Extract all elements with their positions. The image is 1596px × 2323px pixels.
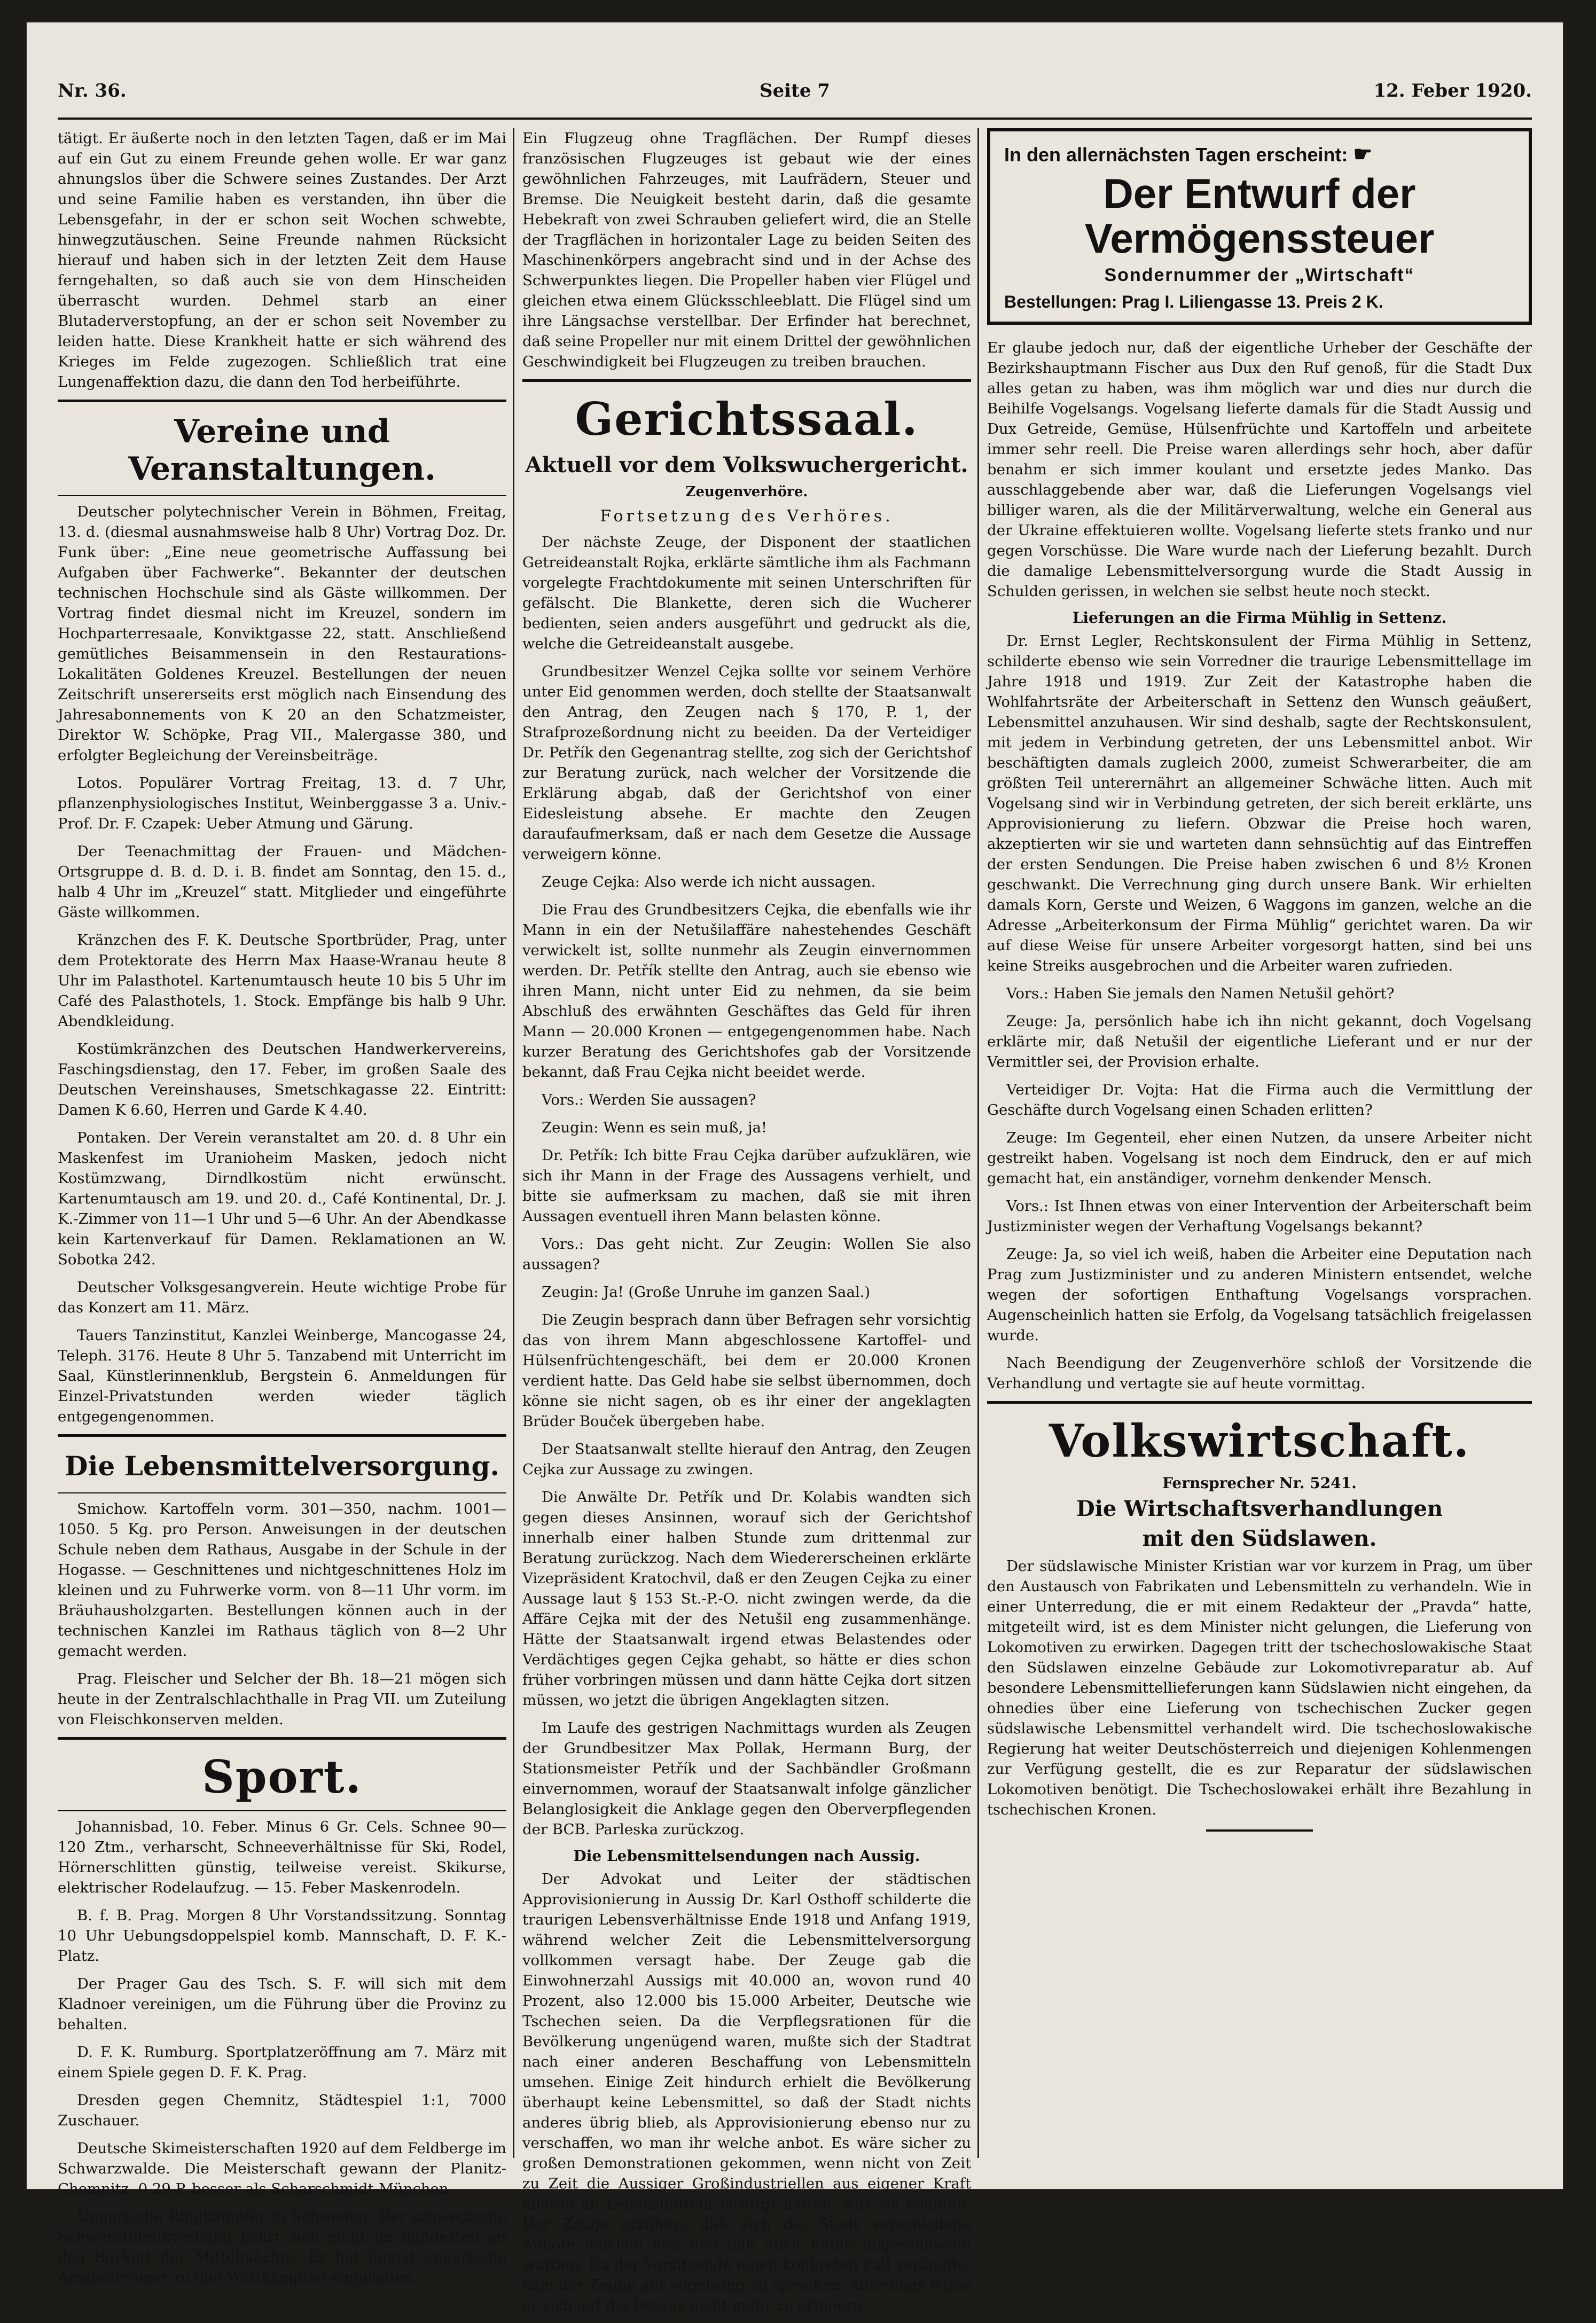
article-paragraph: Zeugin: Ja! (Große Unruhe im ganzen Saal.) <box>542 1284 871 1301</box>
article-paragraph: Nach Beendigung der Zeugenverhöre schloß der Vorsitzende die Verhandlung und vertagte sie auf heute vormittag. <box>987 1355 1532 1392</box>
section-title-sport: Sport. <box>202 1750 362 1803</box>
article-kicker: Zeugenverhöre. <box>685 484 808 500</box>
notice-item: Deutscher Volksgesangverein. Heute wichtige Probe für das Konzert am 11. März. <box>58 1279 506 1316</box>
article-title: Die Wirtschaftsverhandlungen <box>1076 1496 1443 1521</box>
section-rule <box>58 1810 506 1811</box>
pointing-hand-icon: ☛ <box>1353 143 1373 166</box>
article-paragraph: Zeuge: Ja, persönlich habe ich ihn nicht gekannt, doch Vogelsang erklärte mir, daß Netušil der eigentliche Lieferant und er nur der Vermittler sei, der Provision erhalte. <box>987 1013 1532 1070</box>
article-subsection-title: Die Lebensmittelsendungen nach Aussig. <box>573 1847 920 1865</box>
obituary-continuation: tätigt. Er äußerte noch in den letzten Tagen, daß er im Mai auf ein Gut zu einem Freunde gehen wolle. Er war ganz ahnungslos über die Schwere seines Zustandes. Der Arzt und seine Familie haben es verstanden, ihn über die Lebensgefahr, in der er schon seit Wochen schwebte, hinwegzutäuschen. Seine Freunde nahmen Rücksicht hierauf und haben sich in der letzten Zeit dem Hause ferngehalten, so daß auch sie von dem Hinscheiden überrascht wurden. Dehmel starb an einer Blutaderverstopfung, an der er schon seit November zu leiden hatte. Diese Krankheit hatte er sich während des Krieges im Felde zugezogen. Schließlich trat eine Lungenaffektion dazu, die dann den Tod herbeiführte. <box>58 130 506 390</box>
sport-item: Johannisbad, 10. Feber. Minus 6 Gr. Cels. Schnee 90—120 Ztm., verharscht, Schneeverhältnisse für Ski, Rodel, Hörnerschlitten günstig, teilweise vereist. Skikurse, elektrischer Rodelaufzug. — 15. Feber Maskenrodeln. <box>58 1818 506 1896</box>
section-rule <box>58 1737 506 1740</box>
section-rule <box>58 400 506 402</box>
end-rule <box>1206 1829 1313 1832</box>
section-rule <box>58 1434 506 1437</box>
article-paragraph: Im Laufe des gestrigen Nachmittags wurden als Zeugen der Grundbesitzer Max Pollak, Hermann Burg, der Stationsmeister Petřík und der Sachbändler Großmann einvernommen, worauf der Staatsanwalt infolge gänzlicher Belanglosigkeit die Anklage gegen den Oberverpflegenden der BCB. Parleska zurückzog. <box>522 1719 971 1838</box>
ad-title-line1: Der Entwurf der <box>1103 170 1416 217</box>
article-paragraph: Zeuge Cejka: Also werde ich nicht aussagen. <box>542 873 876 890</box>
article-paragraph: Er glaube jedoch nur, daß der eigentliche Urheber der Geschäfte der Bezirkshauptmann Fischer aus Dux den Ruf genoß, für die Stadt Dux alles getan zu haben, was ihm möglich war und dies nur durch die Beihilfe Vogelsangs. Vogelsang lieferte damals für die Stadt Aussig und Dux Getreide, Gemüse, Hülsenfrüchte und Kartoffeln und arbeitete immer sehr reell. Die Preise waren allerdings sehr hoch, aber dafür benahm er sich immer koulant und ersetzte jedes Manko. Das ausschlaggebende aber war, daß die Lieferungen Vogelsangs viel billiger waren, als die der Militärverwaltung, welche ein General aus der Ukraine effektuieren wollte. Vogelsang lieferte stets franko und nur gegen Vorschüsse. Die Ware wurde nach der Lieferung bezahlt. Durch die damalige Lebensmittelversorgung wurde die Stadt Aussig in Schulden gerissen, in welchen sie selbst heute noch steckt. <box>987 339 1532 600</box>
article-paragraph: Der Advokat und Leiter der städtischen Approvisionierung in Aussig Dr. Karl Osthoff schilderte die traurigen Lebensverhältnisse Ende 1918 und Anfang 1919, während welcher Zeit die Lebensmittelversorgung vollkommen versagt habe. Der Zeuge gab die Einwohnerzahl Aussigs mit 40.000 an, wovon rund 40 Prozent, also 12.000 bis 15.000 Arbeiter, Deutsche wie Tschechen seien. Da die Verpflegsrationen für die Bevölkerung ungenügend waren, mußte sich der Stadtrat nach einer anderen Beschaffung von Lebensmitteln umsehen. Einige Zeit hindurch erhielt die Bevölkerung überhaupt keine Lebensmittel, so daß der Stadt nichts anderes übrig blieb, als Approvisionierung ebenso nur zu verschaffen, wo man ihr welche anbot. Es wäre sicher zu großen Demonstrationen gekommen, wenn nicht von Zeit zu Zeit die Aussiger Großindustriellen aus eigener Kraft allerlei an Lebensmitteln besorgt hätten, was sie konnten. Der Zeuge erzählte, daß sich die Stadt verschiedene Anbote machen ließ und daß auch Käufe abgeschlossen wurden. Da der Vorsitzende einen konkreten Fall verlangte, kam der Zeuge auf Vogelsang zu sprechen, allerdings wisse er sich auf die Details nicht mehr zu erinnern. <box>522 1871 971 2314</box>
section-rule <box>522 379 971 382</box>
article-title: mit den Südslawen. <box>1142 1526 1377 1551</box>
issue-number: Nr. 36. <box>58 80 127 101</box>
article-paragraph: Dr. Petřík: Ich bitte Frau Cejka darüber aufzuklären, wie sich ihr Mann in der Frage des Aussagens verhielt, und bitte sie aufmerksam zu machen, daß sie mit ihren Aussagen eventuell ihren Mann belasten könne. <box>522 1147 971 1225</box>
section-title-volkswirtschaft: Volkswirtschaft. <box>1049 1414 1470 1467</box>
article-paragraph: Dr. Ernst Legler, Rechtskonsulent der Firma Mühlig in Settenz, schilderte ebenso wie sein Vorredner die traurige Lebensmittellage im Jahre 1918 und 1919. Zur Zeit der Katastrophe haben die Wohlfahrtsräte der Arbeiterschaft in Settenz den Wunsch geäußert, Lebensmittel anzuhausen. Wir sind deshalb, sagte der Rechtskonsulent, mit jedem in Verbindung getreten, der uns Lebensmittel anbot. Wir beschäftigten damals zugleich 2000, zumeist Schwerarbeiter, die am größten Teil unterernährt an allgemeiner Schwäche litten. Auch mit Vogelsang sind wir in Verbindung getreten, der sich bereit erklärte, uns Approvisionierung zu liefern. Obzwar die Preise hoch waren, akzeptierten wir sie und warteten dann sehnsüchtig auf das Eintreffen der ersten Sendungen. Die Preise haben zwischen 6 und 8½ Kronen geschwankt. Die Verrechnung ging durch unsere Bank. Wir erhielten damals Korn, Gerste und Weizen, 6 Waggons im ganzen, welche an die Adresse „Arbeiterkonsum der Firma Mühlig“ gerichtet waren. Da wir auf diese Weise für unsere Arbeiter vorgesorgt hatten, sind bei uns keine Streiks ausgebrochen und die Arbeiter waren zufrieden. <box>987 632 1532 974</box>
article-paragraph: Vors.: Werden Sie aussagen? <box>542 1091 756 1108</box>
article-paragraph: Der nächste Zeuge, der Disponent der staatlichen Getreideanstalt Rojka, erklärte sämtliche ihm als Fachmann vorgelegte Frachtdokumente mit seinen Unterschriften für gefälscht. Die Blankette, deren sich die Wucherer bedienten, seien anders ausgeführt und gedruckt als die, welche die Getreideanstalt ausgebe. <box>522 534 971 652</box>
ad-title-line2: Vermögenssteuer <box>1084 215 1435 262</box>
sport-item: Dresden gegen Chemnitz, Städtespiel 1:1, 7000 Zuschauer. <box>58 2092 506 2129</box>
sport-item: D. F. K. Rumburg. Sportplatzeröffnung am 7. März mit einem Spiele gegen D. F. K. Prag. <box>58 2044 506 2081</box>
column-middle <box>522 128 971 2323</box>
page-number: Seite 7 <box>760 80 830 101</box>
article-paragraph: Verteidiger Dr. Vojta: Hat die Firma auch die Vermittlung der Geschäfte durch Vogelsang einen Schaden erlitten? <box>987 1081 1532 1119</box>
article-paragraph: Vors.: Das geht nicht. Zur Zeugin: Wollen Sie also aussagen? <box>522 1235 971 1273</box>
section-title-gerichtssaal: Gerichtssaal. <box>575 393 919 445</box>
section-rule <box>987 1401 1532 1404</box>
notice-item: Smichow. Kartoffeln vorm. 301—350, nachm. 1001—1050. 5 Kg. pro Person. Anweisungen in der deutschen Schule neben dem Rathaus, Ausgabe in der Schule in der Hogasse. — Geschnittenes und nichtgeschnittenes Holz im kleinen und zu Fuhrwerke vorm. von 8—11 Uhr vorm. im Bräuhausholzgarten. Bestellungen können auch in der technischen Kanzlei im Rathaus täglich von 8—2 Uhr gemacht werden. <box>58 1500 506 1660</box>
article-paragraph: Die Zeugin besprach dann über Befragen sehr vorsichtig das von ihrem Mann abgeschlossene Kartoffel- und Hülsenfrüchtengeschäft, bei dem er 20.000 Kronen verdient hatte. Das Geld habe sie selbst übernommen, doch könne sie nicht sagen, ob es ihr einer der angeklagten Brüder Bouček übergeben habe. <box>522 1311 971 1430</box>
column-left <box>58 128 506 2295</box>
sport-item: Ungarische Ringkämpfer in Schweden. Der schwedische Schwerathletikverband kehrt sich nicht im mindesten an den Boykott der Mittelmächte. Er hat jüngst ungarische Amateurringer zu den Wettkämpfen eingeladen. <box>58 2208 506 2286</box>
article-paragraph: Der Staatsanwalt stellte hierauf den Antrag, den Zeugen Cejka zur Aussage zu zwingen. <box>522 1441 971 1478</box>
newspaper-page <box>26 21 1564 2314</box>
article-paragraph: Zeugin: Wenn es sein muß, ja! <box>542 1119 768 1136</box>
sport-item: Der Prager Gau des Tsch. S. F. will sich mit dem Kladnoer vereinigen, um die Führung über die Provinz zu behalten. <box>58 1975 506 2033</box>
article-paragraph: Vors.: Ist Ihnen etwas von einer Intervention der Arbeiterschaft beim Justizminister wegen der Verhaftung Vogelsangs bekannt? <box>987 1198 1532 1235</box>
article-paragraph: Zeuge: Im Gegenteil, eher einen Nutzen, da unsere Arbeiter nicht gestreikt haben. Vogelsang ist noch dem Eindruck, den er auf mich gemacht hat, ein anständiger, vornehm denkender Mensch. <box>987 1129 1532 1187</box>
ad-announcement: In den allernächsten Tagen erscheint: ☛ <box>1004 143 1373 166</box>
section-title-vereine: Vereine und Veranstaltungen. <box>128 413 436 488</box>
article-subsection-title: Lieferungen an die Firma Mühlig in Settenz. <box>1072 609 1447 627</box>
notice-item: Prag. Fleischer und Selcher der Bh. 18—21 mögen sich heute in der Zentralschlachthalle in Prag VII. um Zuteilung von Fleischkonserven melden. <box>58 1670 506 1728</box>
notice-item: Tauers Tanzinstitut, Kanzlei Weinberge, Mancogasse 24, Teleph. 3176. Heute 8 Uhr 5. Tanzabend mit Unterricht im Saal, Künstlerinnenklub, Bergstein 6. Anmeldungen für Einzel-Privatstunden werden wieder täglich entgegengenommen. <box>58 1327 506 1425</box>
article-paragraph: Vors.: Haben Sie jemals den Namen Netušil gehört? <box>1006 985 1395 1002</box>
flugzeug-article: Ein Flugzeug ohne Tragflächen. Der Rumpf dieses französischen Flugzeuges ist gebaut wie der eines gewöhnlichen Fahrzeuges, mit Laufrädern, Steuer und Bremse. Die Neuigkeit besteht darin, daß die gesamte Hebekraft von zwei Schrauben geliefert wird, die an Stelle der Tragflächen in horizontaler Lage zu beiden Seiten des Maschinenkörpers angebracht sind und in der Achse des Schwerpunktes liegen. Die Propeller haben vier Flügel und gleichen etwa einem Glücksschleeblatt. Die Flügel sind um ihre Längsachse verstellbar. Der Erfinder hat berechnet, daß seine Propeller nur mit einem Drittel der gewöhnlichen Geschwindigkeit bei Flugzeugen zu treiben brauchen. <box>522 130 971 370</box>
phone-number: Fernsprecher Nr. 5241. <box>1162 1474 1357 1492</box>
article-title: Aktuell vor dem Volkswuchergericht. <box>525 452 968 478</box>
column-right <box>987 128 1532 1832</box>
notice-item: Lotos. Populärer Vortrag Freitag, 13. d. 7 Uhr, pflanzenphysiologisches Institut, Weinberggasse 3 a. Univ.-Prof. Dr. F. Czapek: Ueber Atmung und Gärung. <box>58 775 506 832</box>
article-paragraph: Zeuge: Ja, so viel ich weiß, haben die Arbeiter eine Deputation nach Prag zum Justizminister und zu anderen Ministern entsendet, welche wegen der sofortigen Enthaftung Vogelsangs vorsprachen. Augenscheinlich hatten sie Erfolg, da Vogelsang tatsächlich freigelassen wurde. <box>987 1246 1532 1344</box>
section-title-lebensmittel: Die Lebensmittelversorgung. <box>65 1450 499 1482</box>
notice-item: Deutscher polytechnischer Verein in Böhmen, Freitag, 13. d. (diesmal ausnahmsweise halb 8 Uhr) Vortrag Doz. Dr. Funk über: „Eine neue geometrische Auffassung bei Aufgaben über Fachwerke“. Bekannter der deutschen technischen Hochschule sind als Gäste willkommen. Der Vortrag findet diesmal nicht im Kreuzel, sondern im Hochparterresaale, Konviktgasse 22, statt. Anschließend gemütliches Beisammensein in den Restaurations-Lokalitäten Goldenes Kreuzel. Bestellungen der neuen Zeitschrift unsererseits erst möglich nach Einsendung des Jahresabonnements von K 20 an den Schatzmeister, Direktor W. Schöpke, Prag VII., Malergasse 380, und erfolgter Begleichung der Vereinsbeiträge. <box>58 503 506 764</box>
column-divider <box>513 128 514 2158</box>
notice-item: Der Teenachmittag der Frauen- und Mädchen-Ortsgruppe d. B. d. D. i. B. findet am Sonntag, den 15. d., halb 4 Uhr im „Kreuzel“ statt. Mitglieder und eingeführte Gäste willkommen. <box>58 843 506 921</box>
section-rule <box>58 495 506 496</box>
ad-order-info: Bestellungen: Prag I. Liliengasse 13. Preis 2 K. <box>1004 292 1383 311</box>
article-subheading: Fortsetzung des Verhöres. <box>600 507 894 526</box>
article-paragraph: Grundbesitzer Wenzel Cejka sollte vor seinem Verhöre unter Eid genommen werden, doch stellte der Staatsanwalt den Antrag, den Zeugen nach § 170, P. 1, der Strafprozeßordnung nicht zu beeiden. Da der Verteidiger Dr. Petřík den Gegenantrag stellte, zog sich der Gerichtshof zur Beratung zurück, nach welcher der Vorsitzende die Erklärung abgab, daß der Gerichtshof von einer Eidesleistung absehe. Er machte den Zeugen daraufaufmerksam, daß er nach dem Gesetze die Aussage verweigern könne. <box>522 663 971 863</box>
notice-item: Pontaken. Der Verein veranstaltet am 20. d. 8 Uhr ein Maskenfest im Uranioheim Masken, jedoch nicht Kostümzwang, Dirndlkostüm nicht erwünscht. Kartenumtausch am 19. und 20. d., Café Kontinental, Dr. J. K.-Zimmer von 11—1 Uhr und 5—6 Uhr. An der Abendkasse kein Kartenverkauf für Damen. Reklamationen an W. Sobotka 242. <box>58 1129 506 1268</box>
advertisement-box <box>987 128 1532 325</box>
page-header <box>58 80 1532 120</box>
issue-date: 12. Feber 1920. <box>1373 80 1532 101</box>
ad-subtitle: Sondernummer der „Wirtschaft“ <box>1104 265 1415 285</box>
sport-item: B. f. B. Prag. Morgen 8 Uhr Vorstandssitzung. Sonntag 10 Uhr Uebungsdoppelspiel komb. Mannschaft, D. F. K.-Platz. <box>58 1907 506 1965</box>
article-paragraph: Der südslawische Minister Kristian war vor kurzem in Prag, um über den Austausch von Fabrikaten und Lebensmitteln zu verhandeln. Wie in einer Unterredung, die er mit einem Redakteur der „Pravda“ hatte, mitgeteilt wird, ist es dem Minister nicht gelungen, die Lieferung von Lokomotiven zu erwirken. Dagegen tritt der tschechoslowakische Staat den Südslawen einzelne Gebäude zur Lokomotivreparatur ab. Auf besondere Lebensmittellieferungen kann Südslawien nicht eingehen, da ohnedies über eine Lieferung von tschechischen Zucker gegen südslawische Lebensmittel verhandelt wird. Die tschechoslowakische Regierung hat weiter Deutschösterreich und diejenigen Kohlenmengen zur Verfügung gestellt, die es zur Reparatur der südslawischen Lokomotiven benötigt. Die Tschechoslowakei erhält ihre Bezahlung in tschechischen Kronen. <box>987 1558 1532 1818</box>
sport-item: Deutsche Skimeisterschaften 1920 auf dem Feldberge im Schwarzwalde. Die Meisterschaft gewann der Planitz-Chemnitz, 0.29 P. besser als Scharschmidt-München. <box>58 2140 506 2197</box>
column-divider <box>977 128 979 2158</box>
notice-item: Kränzchen des F. K. Deutsche Sportbrüder, Prag, unter dem Protektorate des Herrn Max Haase-Wranau heute 8 Uhr im Palasthotel. Kartenumtausch heute 10 bis 5 Uhr im Café des Palasthotels, 1. Stock. Empfänge bis halb 9 Uhr. Abendkleidung. <box>58 932 506 1030</box>
article-paragraph: Die Anwälte Dr. Petřík und Dr. Kolabis wandten sich gegen dieses Ansinnen, worauf sich der Gerichtshof innerhalb einer halben Stunde zum drittenmal zur Beratung zurückzog. Nach dem Wiedererscheinen erklärte Vizepräsident Kratochvil, daß er den Zeugen Cejka zu einer Aussage laut § 153 St.-P.-O. nicht zwingen werde, da die Affäre Cejka mit der des Netušil eng zusammenhänge. Hätte der Staatsanwalt irgend etwas Belastendes oder Verdächtiges gegen Cejka gehabt, so hätte er dies schon früher vorbringen müssen und dann hätte Cejka dort sitzen müssen, wo jetzt die übrigen Angeklagten sitzen. <box>522 1489 971 1709</box>
notice-item: Kostümkränzchen des Deutschen Handwerkervereins, Faschingsdienstag, den 17. Feber, im großen Saale des Deutschen Vereinshauses, Smetschkagasse 22. Eintritt: Damen K 6.60, Herren und Garde K 4.40. <box>58 1041 506 1119</box>
article-paragraph: Die Frau des Grundbesitzers Cejka, die ebenfalls wie ihr Mann in ein der Netušilaffäre nahestehendes Geschäft verwickelt ist, sollte nunmehr als Zeugin einvernommen werden. Dr. Petřík stellte den Antrag, auch sie ebenso wie ihren Mann, nicht unter Eid zu nehmen, da sie beim Abschluß des erwähnten Geschäftes das Geld für ihren Mann — 20.000 Kronen — entgegengenommen habe. Nach kurzer Beratung des Gerichtshofes gab der Vorsitzende bekannt, daß Frau Cejka nicht beeidet werde. <box>522 901 971 1081</box>
section-rule <box>58 1492 506 1493</box>
